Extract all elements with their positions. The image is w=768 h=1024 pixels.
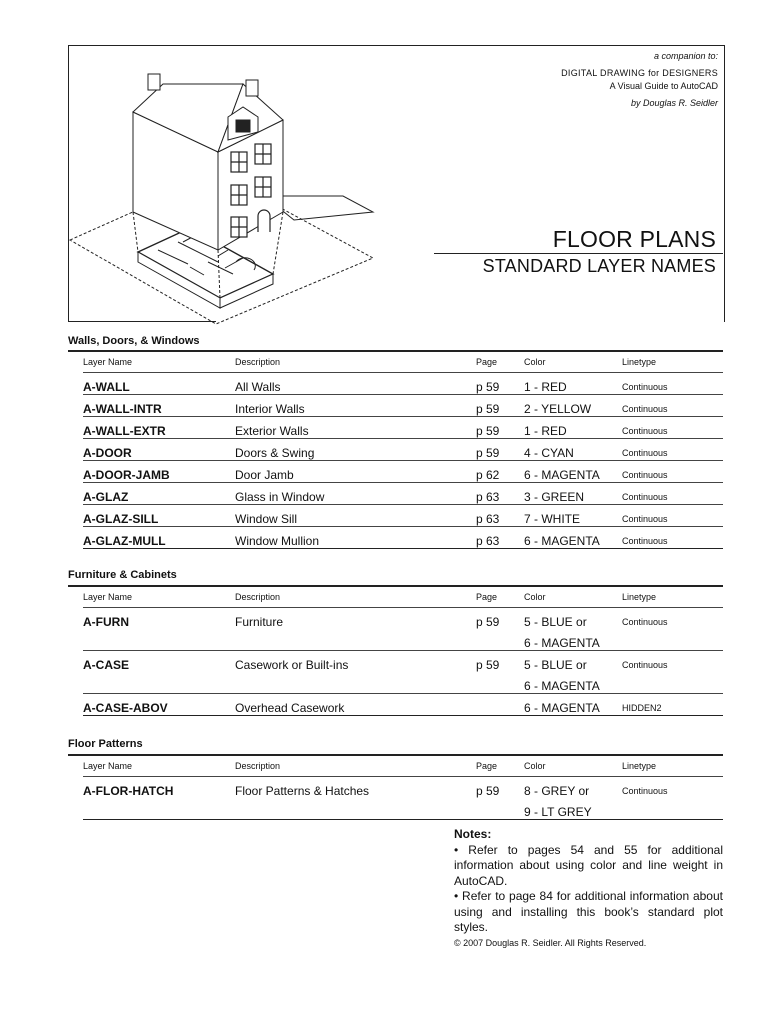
layer-linetype: Continuous (622, 514, 668, 524)
layer-color-alternate: 9 - LT GREY (524, 805, 592, 819)
layer-page: p 59 (476, 615, 500, 629)
layer-name: A-FLOR-HATCH (83, 784, 174, 798)
layer-color: 1 - RED (524, 424, 567, 438)
layer-description: Casework or Built-ins (235, 658, 349, 672)
table-furniture (68, 585, 723, 716)
table-row (68, 417, 723, 438)
layer-name: A-DOOR-JAMB (83, 468, 170, 482)
table-floor-patterns (68, 754, 723, 820)
table-walls (68, 350, 723, 549)
header-color: Color (524, 357, 546, 367)
layer-description: Interior Walls (235, 402, 305, 416)
header-color: Color (524, 761, 546, 771)
table-row (68, 527, 723, 548)
layer-description: Glass in Window (235, 490, 325, 504)
layer-linetype: Continuous (622, 404, 668, 414)
layer-description: Doors & Swing (235, 446, 315, 460)
layer-description: Window Mullion (235, 534, 320, 548)
layer-description: Overhead Casework (235, 701, 345, 715)
header-page: Page (476, 357, 498, 367)
table-bottom-rule (83, 715, 723, 716)
header-layer-name: Layer Name (83, 761, 133, 771)
title-rule (434, 253, 723, 254)
section-title-walls: Walls, Doors, & Windows (68, 335, 200, 347)
layer-description: Floor Patterns & Hatches (235, 784, 370, 798)
header-page: Page (476, 592, 498, 602)
layer-color-alternate: 6 - MAGENTA (524, 636, 600, 650)
layer-name: A-GLAZ (83, 490, 129, 504)
layer-color: 6 - MAGENTA (524, 468, 600, 482)
book-subtitle: A Visual Guide to AutoCAD (609, 81, 718, 91)
layer-color: 6 - MAGENTA (524, 534, 600, 548)
companion-credit (561, 50, 718, 110)
layer-linetype: Continuous (622, 426, 668, 436)
notes-title: Notes: (454, 827, 492, 841)
layer-description: All Walls (235, 380, 281, 394)
layer-color-primary: 5 - BLUE or (524, 615, 587, 629)
table-row (68, 608, 723, 650)
layer-color-primary: 5 - BLUE or (524, 658, 587, 672)
layer-page: p 62 (476, 468, 500, 482)
layer-name: A-DOOR (83, 446, 132, 460)
page-subtitle: STANDARD LAYER NAMES (482, 256, 716, 276)
layer-linetype: Continuous (622, 382, 668, 392)
header-linetype: Linetype (622, 357, 657, 367)
layer-name: A-FURN (83, 615, 129, 629)
layer-description: Furniture (235, 615, 284, 629)
layer-color: 7 - WHITE (524, 512, 580, 526)
page-title: FLOOR PLANS (552, 226, 716, 252)
layer-color (524, 655, 600, 697)
header-description: Description (235, 761, 281, 771)
layer-linetype: Continuous (622, 786, 668, 796)
layer-color-primary: 8 - GREY or (524, 784, 590, 798)
header-description: Description (235, 357, 281, 367)
layer-name: A-CASE (83, 658, 130, 672)
layer-linetype: Continuous (622, 470, 668, 480)
table-header-row (68, 352, 723, 372)
layer-name: A-WALL-INTR (83, 402, 162, 416)
layer-name: A-GLAZ-SILL (83, 512, 159, 526)
note-item: • Refer to page 84 for additional information about using and installing this book’s standard plot styles. (454, 889, 723, 934)
companion-intro: a companion to: (653, 51, 718, 61)
header-linetype: Linetype (622, 592, 657, 602)
layer-color (524, 781, 592, 823)
layer-linetype: HIDDEN2 (622, 703, 662, 713)
layer-description: Exterior Walls (235, 424, 309, 438)
table-row (68, 505, 723, 526)
header-page: Page (476, 761, 498, 771)
layer-color (524, 612, 600, 654)
note-item: • Refer to pages 54 and 55 for additional information about using color and line weight in AutoCAD. (454, 842, 723, 888)
layer-linetype: Continuous (622, 492, 668, 502)
header-linetype: Linetype (622, 761, 657, 771)
layer-color: 6 - MAGENTA (524, 701, 600, 715)
table-bottom-rule (83, 819, 723, 820)
header-layer-name: Layer Name (83, 592, 133, 602)
layer-name: A-WALL-EXTR (83, 424, 166, 438)
layer-page: p 59 (476, 380, 500, 394)
layer-description: Door Jamb (235, 468, 294, 482)
table-row (68, 777, 723, 819)
layer-page: p 59 (476, 784, 500, 798)
layer-description: Window Sill (235, 512, 298, 526)
section-title-floor-patterns: Floor Patterns (68, 738, 143, 750)
layer-page: p 59 (476, 402, 500, 416)
layer-color: 2 - YELLOW (524, 402, 592, 416)
layer-name: A-GLAZ-MULL (83, 534, 166, 548)
section-title-furniture: Furniture & Cabinets (68, 569, 177, 581)
book-title: DIGITAL DRAWING for DESIGNERS (561, 68, 718, 78)
author: by Douglas R. Seidler (630, 98, 718, 108)
layer-color: 1 - RED (524, 380, 567, 394)
layer-name: A-CASE-ABOV (83, 701, 168, 715)
layer-page: p 59 (476, 658, 500, 672)
layer-page: p 59 (476, 446, 500, 460)
notes (454, 827, 723, 936)
table-row (68, 461, 723, 482)
table-row (68, 483, 723, 504)
layer-name: A-WALL (83, 380, 130, 394)
layer-page: p 63 (476, 534, 500, 548)
header-color: Color (524, 592, 546, 602)
header-description: Description (235, 592, 281, 602)
table-row (68, 395, 723, 416)
copyright: © 2007 Douglas R. Seidler. All Rights Reserved. (454, 938, 647, 948)
isometric-building-illustration (68, 62, 378, 332)
layer-page: p 63 (476, 512, 500, 526)
layer-color: 3 - GREEN (524, 490, 585, 504)
layer-linetype: Continuous (622, 448, 668, 458)
layer-page: p 63 (476, 490, 500, 504)
layer-page: p 59 (476, 424, 500, 438)
table-row (68, 439, 723, 460)
layer-color: 4 - CYAN (524, 446, 574, 460)
layer-linetype: Continuous (622, 660, 668, 670)
table-row (68, 651, 723, 693)
header-layer-name: Layer Name (83, 357, 133, 367)
table-row (68, 694, 723, 715)
table-header-row (68, 756, 723, 776)
layer-linetype: Continuous (622, 617, 668, 627)
layer-linetype: Continuous (622, 536, 668, 546)
table-row (68, 373, 723, 394)
table-header-row (68, 587, 723, 607)
table-bottom-rule (83, 548, 723, 549)
layer-color-alternate: 6 - MAGENTA (524, 679, 600, 693)
